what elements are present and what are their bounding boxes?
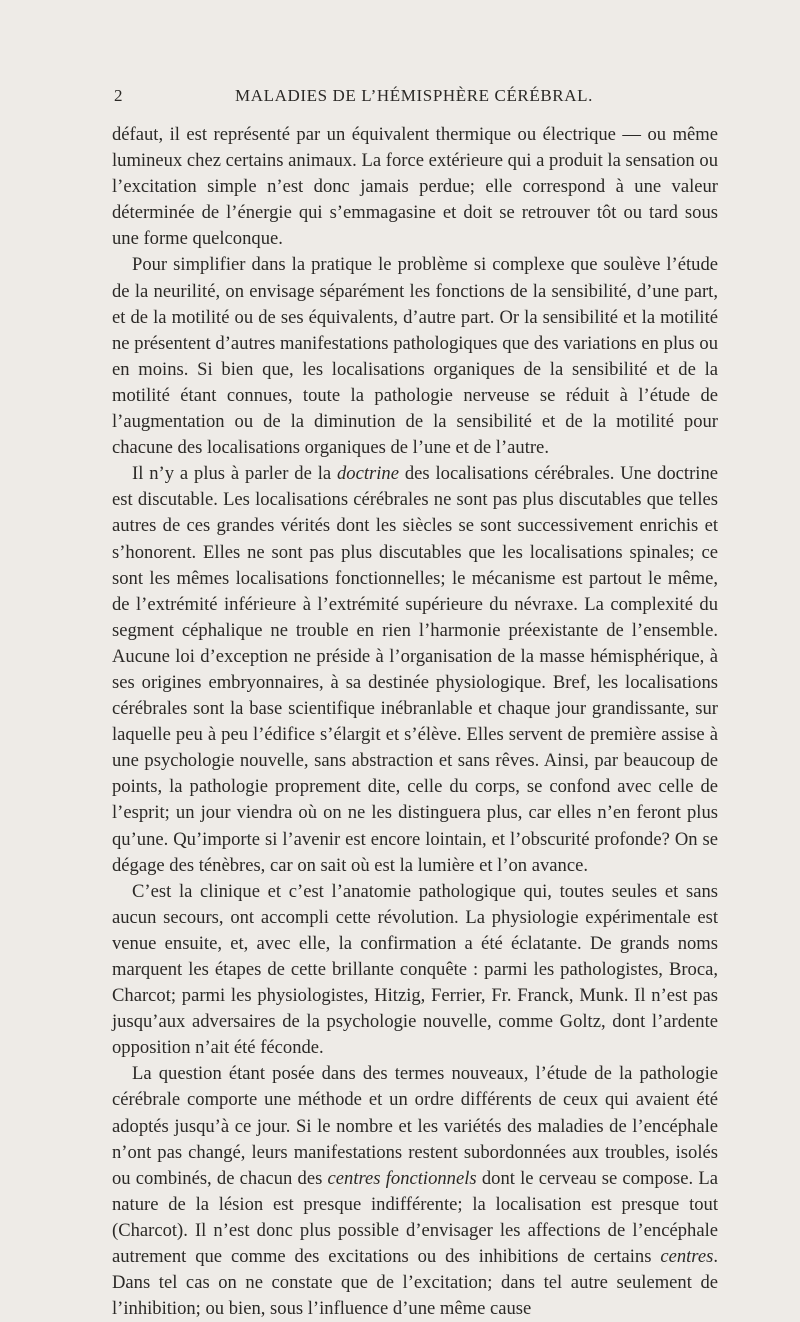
italic-text: doctrine [337, 463, 399, 485]
body-text [112, 122, 718, 1322]
running-title: MALADIES DE L’HÉMISPHÈRE CÉRÉBRAL. [235, 86, 593, 105]
paragraph [112, 461, 718, 879]
paragraph [112, 122, 718, 252]
text-segment: Il n’y a plus à parler de la [132, 463, 337, 485]
text-segment: La question étant posée dans des termes nouveaux, l’étude de la pathologie cérébrale comporte une méthode et un ordre différents de ceux qui avaient été adoptés jusqu’à ce jour. Si le nombre et les variétés des maladies de l’encéphale n’ont pas changé, leurs manifestations restent subordonnées aux troubles, isolés ou combinés, de chacun des [112, 1063, 718, 1189]
paragraph [112, 1061, 718, 1322]
text-segment: . Dans tel cas on ne constate que de l’excitation; dans tel autre seulement de l’inhibition; ou bien, sous l’influence d’une même cause [112, 1246, 718, 1320]
italic-text: centres [660, 1246, 714, 1268]
text-segment: dont le cerveau se compose. La nature de la lésion est presque indifférente; la localisation est presque tout (Charcot). Il n’est donc plus possible d’envisager les affections de l’encéphale autrement que comme des excitations ou des inhibitions de certains [112, 1167, 718, 1268]
paragraph [112, 879, 718, 1062]
text-segment: Pour simplifier dans la pratique le problème si complexe que soulève l’étude de la neurilité, on envisage séparément les fonctions de la sensibilité, d’une part, et de la motilité ou de ses équivalents, d’autre part. Or la sensibilité et la motilité ne présentent d’autres manifestations pathologiques que des variations en plus ou en moins. Si bien que, les localisations organiques de la sensibilité et de la motilité étant connues, toute la pathologie nerveuse se réduit à l’étude de l’augmentation ou de la diminution de la sensibilité et de la motilité pour chacune des localisations organiques de l’une et de l’autre. [112, 254, 718, 459]
text-segment: défaut, il est représenté par un équivalent thermique ou électrique — ou même lumineux chez certains animaux. La force extérieure qui a produit la sensation ou l’excitation simple n’est donc jamais perdue; elle correspond à une valeur déterminée de l’énergie qui s’emmagasine et doit se retrouver tôt ou tard sous une forme quelconque. [112, 124, 718, 250]
text-segment: des localisations cérébrales. Une doctrine est discutable. Les localisations cérébrales ne sont pas plus discutables que telles autres de ces grandes vérités dont les siècles se sont successivement enrichis et s’honorent. Elles ne sont pas plus discutables que les localisations spinales; ce sont les mêmes localisations fonctionnelles; le mécanisme est partout le même, de l’extrémité inférieure à l’extrémité supérieure du névraxe. La complexité du segment céphalique ne trouble en rien l’harmonie préexistante de l’ensemble. Aucune loi d’exception ne préside à l’organisation de la masse hémisphérique, à ses origines embryonnaires, à sa destinée physiologique. Bref, les localisations cérébrales sont la base scientifique inébranlable et chaque jour grandissante, sur laquelle peu à peu l’édifice s’élargit et s’élève. Elles servent de première assise à une psychologie nouvelle, sans abstraction et sans rêves. Ainsi, par beaucoup de points, la pathologie proprement dite, celle du corps, se confond avec celle de l’esprit; un jour viendra où on ne les distinguera plus, car elles n’en feront plus qu’une. Qu’importe si l’avenir est encore lointain, et l’obscurité profonde? On se dégage des ténèbres, car on sait où est la lumière et l’on avance. [112, 463, 718, 876]
page-number: 2 [114, 86, 124, 105]
text-segment: C’est la clinique et c’est l’anatomie pathologique qui, toutes seules et sans aucun secours, ont accompli cette révolution. La physiologie expérimentale est venue ensuite, et, avec elle, la confirmation a été éclatante. De grands noms marquent les étapes de cette brillante conquête : parmi les pathologistes, Broca, Charcot; parmi les physiologistes, Hitzig, Ferrier, Fr. Franck, Munk. Il n’est pas jusqu’aux adversaires de la psychologie nouvelle, comme Goltz, dont l’ardente opposition n’ait été féconde. [112, 880, 718, 1059]
italic-text: centres fonctionnels [327, 1167, 477, 1189]
paragraph [112, 252, 718, 461]
running-head [114, 86, 714, 106]
